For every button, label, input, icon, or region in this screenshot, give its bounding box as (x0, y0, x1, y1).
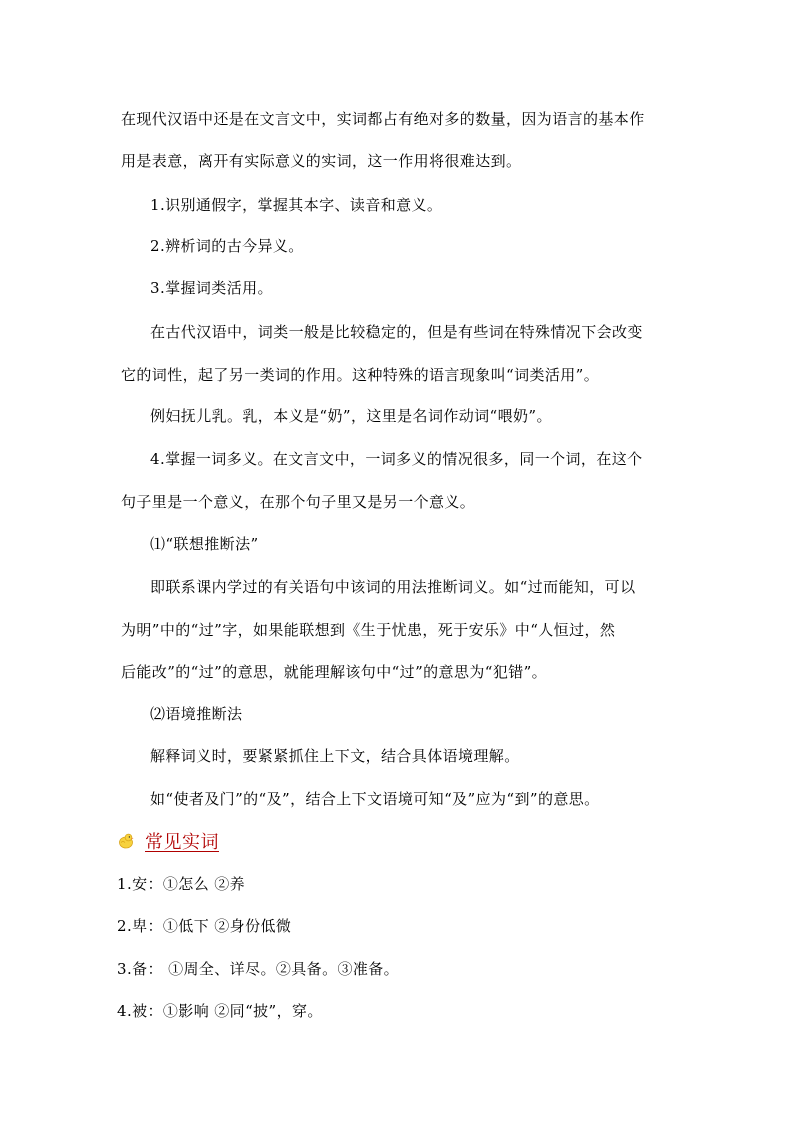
paragraph-intro-line-1: 在现代汉语中还是在文言文中，实词都占有绝对多的数量，因为语言的基本作 (121, 110, 645, 128)
method-1-title: ⑴“联想推断法” (150, 535, 259, 553)
section-heading (117, 828, 219, 854)
paragraph-cilei-line-1: 在古代汉语中，词类一般是比较稳定的，但是有些词在特殊情况下会改变 (150, 323, 643, 341)
vocab-item: 2.卑：①低下 ②身份低微 (117, 917, 292, 935)
method-1-line-1: 即联系课内学过的有关语句中该词的用法推断词义。如“过而能知，可以 (150, 578, 636, 596)
example-sentence: 例妇抚儿乳。乳，本义是“奶”，这里是名词作动词“喂奶”。 (150, 407, 552, 425)
list-item-cilei-huoyong: 3.掌握词类活用。 (150, 279, 273, 297)
method-2-line-2: 如“使者及门”的“及”，结合上下文语境可知“及”应为“到”的意思。 (150, 790, 600, 808)
vocab-item: 4.被：①影响 ②同“披”，穿。 (117, 1002, 323, 1020)
method-1-line-2: 为明”中的“过”字，如果能联想到《生于忧患，死于安乐》中“人恒过，然 (121, 621, 616, 639)
paragraph-cilei-line-2: 它的词性，起了另一类词的作用。这种特殊的语言现象叫“词类活用”。 (121, 366, 600, 384)
list-item-tongjiazi: 1.识别通假字，掌握其本字、读音和意义。 (150, 196, 443, 214)
vocab-item: 1.安：①怎么 ②养 (117, 875, 246, 893)
smiley-chick-icon (117, 832, 135, 850)
paragraph-intro-line-2: 用是表意，离开有实际意义的实词，这一作用将很难达到。 (121, 152, 522, 170)
list-item-yici-duoyi-line-1: 4.掌握一词多义。在文言文中，一词多义的情况很多，同一个词，在这个 (150, 450, 643, 468)
section-title: 常见实词 (145, 832, 219, 853)
method-2-line-1: 解释词义时，要紧紧抓住上下文，结合具体语境理解。 (150, 747, 520, 765)
vocab-item: 3.备： ①周全、详尽。②具备。③准备。 (117, 960, 400, 978)
list-item-yici-duoyi-line-2: 句子里是一个意义，在那个句子里又是另一个意义。 (121, 493, 476, 511)
list-item-gujin-yiyi: 2.辨析词的古今异义。 (150, 237, 304, 255)
method-1-line-3: 后能改”的“过”的意思，就能理解该句中“过”的意思为“犯错”。 (121, 663, 548, 681)
method-2-title: ⑵语境推断法 (150, 705, 243, 723)
